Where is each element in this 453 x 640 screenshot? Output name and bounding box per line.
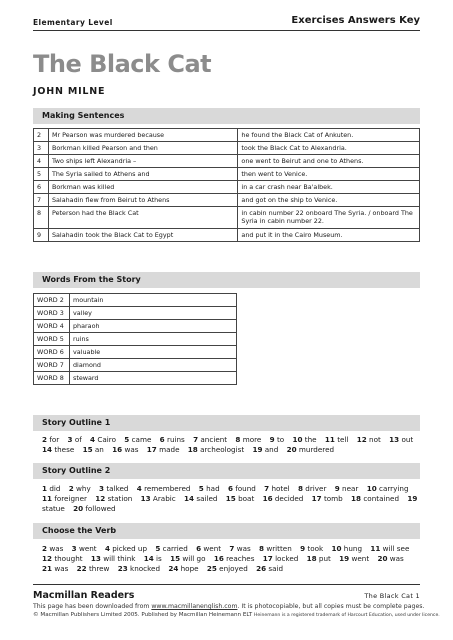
story-outline-1-answers <box>42 435 420 455</box>
table-row <box>34 359 237 372</box>
answer-text: went <box>78 544 97 553</box>
table-row <box>34 142 420 155</box>
answer-text: Cairo <box>97 435 116 444</box>
download-notice-pre: This page has been downloaded from <box>33 603 152 610</box>
answer-number: 6 <box>196 544 202 553</box>
footer-divider <box>33 584 420 585</box>
trademark-text: Heinemann is a registered trademark of Harcourt Education, used under licence. <box>253 613 440 618</box>
answer-number: 6 <box>159 435 165 444</box>
answer-text: said <box>268 564 284 573</box>
answer-number: 26 <box>256 564 267 573</box>
answer-number: 9 <box>334 484 340 493</box>
answer-number: 12 <box>95 494 106 503</box>
answer-item <box>73 504 116 513</box>
answer-text: was <box>54 564 69 573</box>
answer-number: 13 <box>389 435 400 444</box>
answer-item <box>170 554 205 563</box>
answer-item <box>325 435 349 444</box>
choose-the-verb-answers <box>42 544 420 574</box>
table-row <box>34 229 420 242</box>
cell-w: WORD 2 <box>34 294 70 307</box>
answer-text: driver <box>305 484 327 493</box>
cell-w: WORD 8 <box>34 372 70 385</box>
answer-text: decided <box>274 494 304 503</box>
answer-text: was <box>124 445 139 454</box>
cell-a: Two ships left Alexandria – <box>48 155 237 168</box>
answer-text: was <box>49 544 64 553</box>
answer-number: 7 <box>193 435 199 444</box>
cell-n: 7 <box>34 194 49 207</box>
answer-number: 17 <box>311 494 322 503</box>
answer-number: 17 <box>262 554 273 563</box>
answer-text: an <box>94 445 104 454</box>
answer-text: carrying <box>379 484 409 493</box>
answer-number: 3 <box>99 484 105 493</box>
answer-item <box>339 554 369 563</box>
answer-number: 4 <box>136 484 142 493</box>
answer-number: 14 <box>184 494 195 503</box>
answer-text: boat <box>238 494 255 503</box>
answer-text: ruins <box>166 435 185 444</box>
answer-text: the <box>304 435 317 444</box>
answer-item <box>226 494 255 503</box>
answer-text: talked <box>106 484 129 493</box>
answer-text: tomb <box>323 494 343 503</box>
answer-text: went <box>203 544 222 553</box>
answer-item <box>77 564 110 573</box>
answer-item <box>99 484 128 493</box>
answer-text: foreigner <box>54 494 87 503</box>
answer-text: of <box>74 435 82 444</box>
answer-number: 10 <box>366 484 377 493</box>
answer-number: 20 <box>73 504 84 513</box>
answer-number: 19 <box>252 445 263 454</box>
cell-b: then went to Venice. <box>238 168 420 181</box>
answer-item <box>263 494 304 503</box>
answer-item <box>263 554 299 563</box>
answer-item <box>141 494 176 503</box>
answer-item <box>118 564 160 573</box>
answer-item <box>68 435 82 444</box>
copyright-notice <box>33 612 440 618</box>
answer-item <box>42 445 74 454</box>
answer-item <box>335 484 359 493</box>
answer-text: took <box>307 544 324 553</box>
page-label: The Black Cat 1 <box>364 592 420 600</box>
answer-number: 18 <box>351 494 362 503</box>
answer-number: 6 <box>227 484 233 493</box>
answer-item <box>312 494 343 503</box>
answer-text: knocked <box>130 564 161 573</box>
copyright-text: © Macmillan Publishers Limited 2005. Published by Macmillan Heinemann ELT <box>33 612 253 618</box>
answer-item <box>389 435 413 444</box>
table-row <box>34 320 237 333</box>
answer-text: more <box>242 435 262 444</box>
answer-item <box>112 445 138 454</box>
cell-a: Borkman killed Pearson and then <box>48 142 237 155</box>
cell-a: Salahadin took the Black Cat to Egypt <box>48 229 237 242</box>
answer-item <box>357 435 381 444</box>
cell-v: pharaoh <box>70 320 237 333</box>
cell-v: valuable <box>70 346 237 359</box>
table-row <box>34 207 420 229</box>
answer-item <box>124 435 151 444</box>
answer-item <box>72 544 97 553</box>
answer-text: made <box>159 445 180 454</box>
cell-a: Peterson had the Black Cat <box>48 207 237 229</box>
answer-number: 17 <box>146 445 157 454</box>
answer-item <box>42 435 59 444</box>
answer-number: 18 <box>306 554 317 563</box>
answer-item <box>42 494 87 503</box>
answer-item <box>199 484 220 493</box>
answer-number: 21 <box>42 564 53 573</box>
answer-item <box>168 564 198 573</box>
cell-v: ruins <box>70 333 237 346</box>
answer-number: 7 <box>264 484 270 493</box>
answer-number: 20 <box>377 554 388 563</box>
cell-w: WORD 6 <box>34 346 70 359</box>
answer-item <box>259 544 292 553</box>
answer-text: came <box>131 435 152 444</box>
answer-text: hotel <box>271 484 290 493</box>
answer-item <box>307 554 331 563</box>
cell-w: WORD 7 <box>34 359 70 372</box>
answer-text: had <box>206 484 220 493</box>
cell-w: WORD 5 <box>34 333 70 346</box>
answer-item <box>69 484 91 493</box>
cell-n: 9 <box>34 229 49 242</box>
answer-item <box>207 564 248 573</box>
author-name: JOHN MILNE <box>33 86 106 97</box>
answer-number: 11 <box>42 494 53 503</box>
macmillan-link[interactable]: www.macmillanenglish.com <box>151 603 238 610</box>
answer-number: 4 <box>104 544 110 553</box>
cell-v: mountain <box>70 294 237 307</box>
answer-number: 10 <box>331 544 342 553</box>
table-row <box>34 333 237 346</box>
answer-number: 24 <box>168 564 179 573</box>
answer-number: 13 <box>140 494 151 503</box>
answer-item <box>331 544 362 553</box>
table-row <box>34 346 237 359</box>
section-story-outline-1: Story Outline 1 <box>33 415 420 431</box>
cell-a: The Syria sailed to Athens and <box>48 168 237 181</box>
answer-item <box>370 544 409 553</box>
cell-n: 3 <box>34 142 49 155</box>
answer-text: will think <box>103 554 136 563</box>
answer-text: was <box>389 554 404 563</box>
cell-b: and got on the ship to Venice. <box>238 194 420 207</box>
cell-b: and put it in the Cairo Museum. <box>238 229 420 242</box>
answer-number: 5 <box>198 484 204 493</box>
cell-a: Salahadin flew from Beirut to Athens <box>48 194 237 207</box>
cell-b: one went to Beirut and one to Athens. <box>238 155 420 168</box>
answer-number: 14 <box>42 445 53 454</box>
answer-text: why <box>76 484 91 493</box>
answer-text: remembered <box>144 484 191 493</box>
answer-item <box>292 435 316 444</box>
download-notice-post: . It is photocopiable, but all copies must be complete pages. <box>237 603 425 610</box>
answer-text: went <box>351 554 370 563</box>
cell-n: 8 <box>34 207 49 229</box>
answer-item <box>137 484 191 493</box>
answer-text: sailed <box>196 494 218 503</box>
answer-item <box>214 554 255 563</box>
answer-item <box>42 564 68 573</box>
answer-number: 15 <box>82 445 93 454</box>
answer-item <box>229 544 250 553</box>
cell-w: WORD 3 <box>34 307 70 320</box>
header-divider <box>33 30 420 31</box>
answer-number: 3 <box>67 435 73 444</box>
answer-item <box>264 484 290 493</box>
answer-number: 8 <box>297 484 303 493</box>
answer-text: was <box>236 544 251 553</box>
cell-n: 5 <box>34 168 49 181</box>
answer-item <box>91 554 136 563</box>
answer-text: carried <box>162 544 188 553</box>
answer-text: ancient <box>200 435 228 444</box>
answer-text: will see <box>382 544 410 553</box>
answer-item <box>196 544 221 553</box>
answer-text: thought <box>54 554 83 563</box>
answers-key-header: Exercises Answers Key <box>291 15 420 26</box>
answer-number: 9 <box>269 435 275 444</box>
answer-item <box>287 445 334 454</box>
answer-number: 19 <box>407 494 418 503</box>
answer-number: 22 <box>76 564 87 573</box>
table-row <box>34 294 237 307</box>
making-sentences-table <box>33 128 420 242</box>
answer-item <box>105 544 147 553</box>
answer-text: statue <box>42 504 65 513</box>
cell-v: steward <box>70 372 237 385</box>
answer-item <box>252 445 278 454</box>
answer-text: will go <box>182 554 206 563</box>
answer-number: 15 <box>225 494 236 503</box>
answer-text: put <box>318 554 331 563</box>
answer-text: enjoyed <box>219 564 248 573</box>
cell-b: took the Black Cat to Alexandria. <box>238 142 420 155</box>
answer-text: not <box>369 435 381 444</box>
answer-item <box>83 445 104 454</box>
answer-item <box>144 554 162 563</box>
answer-item <box>95 494 132 503</box>
answer-number: 5 <box>124 435 130 444</box>
answer-number: 2 <box>42 544 48 553</box>
answer-item <box>256 564 283 573</box>
answer-text: station <box>107 494 133 503</box>
answer-number: 14 <box>143 554 154 563</box>
answer-number: 16 <box>112 445 123 454</box>
answer-number: 11 <box>324 435 335 444</box>
answer-text: tell <box>337 435 349 444</box>
section-words-from-story: Words From the Story <box>33 272 420 288</box>
cell-n: 4 <box>34 155 49 168</box>
answer-number: 11 <box>370 544 381 553</box>
answer-text: is <box>156 554 162 563</box>
section-making-sentences: Making Sentences <box>33 108 420 124</box>
answer-item <box>42 554 83 563</box>
answer-text: contained <box>363 494 400 503</box>
answer-item <box>155 544 187 553</box>
cell-v: diamond <box>70 359 237 372</box>
answer-item <box>188 445 244 454</box>
answer-number: 23 <box>117 564 128 573</box>
level-label: Elementary Level <box>33 18 113 27</box>
answer-number: 12 <box>356 435 367 444</box>
answer-text: out <box>401 435 414 444</box>
answer-number: 5 <box>155 544 161 553</box>
answer-number: 15 <box>170 554 181 563</box>
answer-text: Arabic <box>152 494 176 503</box>
answer-text: locked <box>275 554 299 563</box>
answer-number: 25 <box>206 564 217 573</box>
answer-text: reaches <box>226 554 255 563</box>
answer-item <box>298 484 326 493</box>
answer-number: 10 <box>292 435 303 444</box>
cell-n: 2 <box>34 129 49 142</box>
answer-text: hung <box>343 544 363 553</box>
answer-item <box>90 435 116 444</box>
table-row <box>34 129 420 142</box>
story-outline-2-answers <box>42 484 420 514</box>
answer-text: and <box>264 445 279 454</box>
answer-text: did <box>49 484 61 493</box>
answer-item <box>42 484 60 493</box>
cell-a: Mr Pearson was murdered because <box>48 129 237 142</box>
answer-number: 7 <box>229 544 235 553</box>
answer-item <box>270 435 285 444</box>
answer-item <box>351 494 399 503</box>
words-table <box>33 293 237 385</box>
section-choose-the-verb: Choose the Verb <box>33 523 420 539</box>
answer-number: 8 <box>259 544 265 553</box>
cell-b: he found the Black Cat of Ankuten. <box>238 129 420 142</box>
answer-text: these <box>54 445 75 454</box>
answer-number: 2 <box>68 484 74 493</box>
table-row <box>34 372 237 385</box>
answer-item <box>300 544 323 553</box>
answer-item <box>228 484 256 493</box>
answer-text: murdered <box>298 445 335 454</box>
brand-label: Macmillan Readers <box>33 590 135 601</box>
answer-text: archeologist <box>200 445 245 454</box>
download-notice <box>33 603 424 610</box>
answer-number: 13 <box>90 554 101 563</box>
table-row <box>34 168 420 181</box>
answer-text: to <box>276 435 285 444</box>
answer-number: 4 <box>90 435 96 444</box>
answer-text: hope <box>180 564 199 573</box>
answer-text: threw <box>88 564 110 573</box>
table-row <box>34 181 420 194</box>
answer-number: 8 <box>235 435 241 444</box>
answer-number: 9 <box>300 544 306 553</box>
answer-item <box>184 494 217 503</box>
answer-number: 3 <box>71 544 77 553</box>
answer-text: found <box>235 484 256 493</box>
answer-number: 18 <box>187 445 198 454</box>
page-title: The Black Cat <box>33 50 212 78</box>
answer-item <box>160 435 185 444</box>
cell-a: Borkman was killed <box>48 181 237 194</box>
answer-item <box>367 484 409 493</box>
answer-number: 1 <box>42 484 48 493</box>
answer-number: 16 <box>262 494 273 503</box>
cell-b: in cabin number 22 onboard The Syria. / onboard The Syria in cabin number 22. <box>238 207 420 229</box>
answer-item <box>42 544 63 553</box>
answer-item <box>377 554 403 563</box>
table-row <box>34 155 420 168</box>
answer-number: 2 <box>42 435 48 444</box>
section-story-outline-2: Story Outline 2 <box>33 463 420 479</box>
table-row <box>34 307 237 320</box>
answer-text: followed <box>85 504 116 513</box>
cell-w: WORD 4 <box>34 320 70 333</box>
answer-number: 16 <box>213 554 224 563</box>
answer-number: 19 <box>339 554 350 563</box>
cell-b: in a car crash near Ba'albek. <box>238 181 420 194</box>
answer-text: written <box>266 544 292 553</box>
answer-item <box>147 445 180 454</box>
answer-text: near <box>342 484 359 493</box>
answer-item <box>193 435 227 444</box>
answer-number: 12 <box>42 554 53 563</box>
answer-text: for <box>49 435 60 444</box>
answer-item <box>235 435 261 444</box>
answer-text: picked up <box>112 544 148 553</box>
cell-n: 6 <box>34 181 49 194</box>
table-row <box>34 194 420 207</box>
cell-v: valley <box>70 307 237 320</box>
answer-number: 20 <box>286 445 297 454</box>
